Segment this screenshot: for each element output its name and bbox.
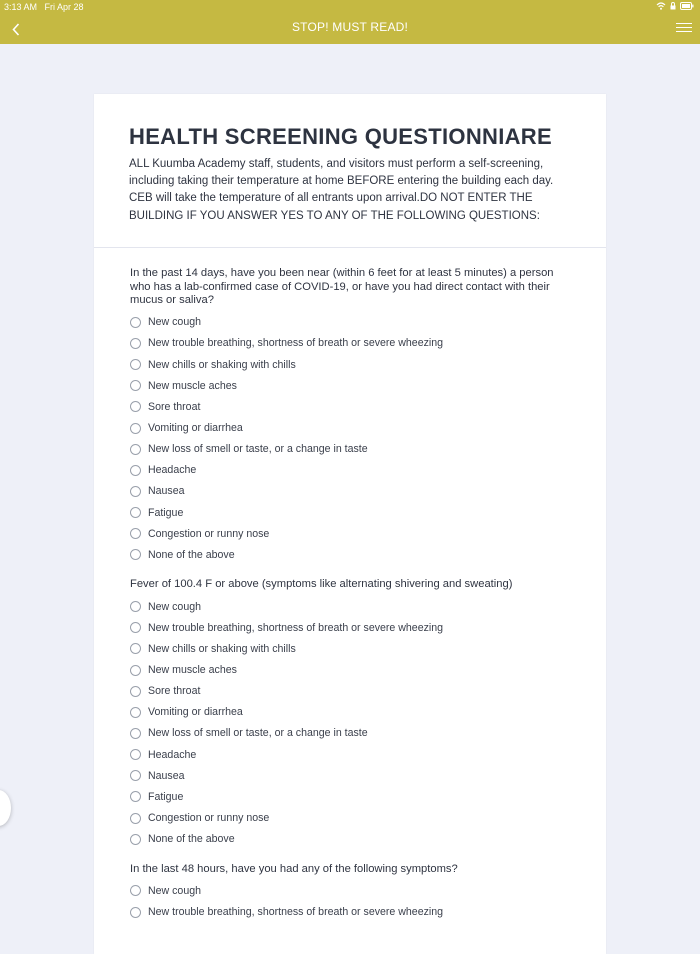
question-text: In the last 48 hours, have you had any of the following symptoms? [130,862,458,875]
radio-button[interactable] [130,907,141,918]
option-label: Headache [148,464,197,477]
question-text: In the past 14 days, have you been near (within 6 feet for at least 5 minutes) a person who has a lab-confirmed case of COVID-19, or have you had direct contact with their mucus or saliva? [130,267,554,307]
status-icons [656,2,694,12]
option-item[interactable] [130,439,570,460]
form-card [94,94,606,954]
radio-button[interactable] [130,423,141,434]
option-item[interactable] [130,523,570,544]
option-label: Nausea [148,769,185,782]
radio-button[interactable] [130,622,141,633]
radio-button[interactable] [130,549,141,560]
question-1 [130,267,570,565]
radio-button[interactable] [130,749,141,760]
option-label: New muscle aches [148,379,237,392]
option-item[interactable] [130,765,570,786]
radio-button[interactable] [130,507,141,518]
option-label: New trouble breathing, shortness of breath or severe wheezing [148,621,444,634]
radio-button[interactable] [130,359,141,370]
radio-button[interactable] [130,401,141,412]
option-list [130,596,570,850]
form-header [94,94,606,248]
option-list [130,880,570,922]
radio-button[interactable] [130,338,141,349]
option-item[interactable] [130,829,570,850]
radio-button[interactable] [130,486,141,497]
radio-button[interactable] [130,791,141,802]
radio-button[interactable] [130,643,141,654]
nav-bar [0,14,700,44]
option-label: New chills or shaking with chills [148,358,296,371]
option-label: Sore throat [148,685,201,698]
option-label: Congestion or runny nose [148,812,270,825]
option-item[interactable] [130,901,570,922]
option-item[interactable] [130,502,570,523]
question-2 [130,578,570,849]
option-item[interactable] [130,681,570,702]
radio-button[interactable] [130,317,141,328]
option-label: New loss of smell or taste, or a change in taste [148,727,368,740]
option-label: Nausea [148,485,185,498]
option-label: New cough [148,600,201,613]
option-item[interactable] [130,617,570,638]
wifi-icon [656,2,666,10]
option-list [130,312,570,566]
option-item[interactable] [130,880,570,901]
radio-button[interactable] [130,444,141,455]
questions-list [94,248,606,923]
option-item[interactable] [130,460,570,481]
battery-icon [680,2,694,10]
option-item[interactable] [130,375,570,396]
radio-button[interactable] [130,813,141,824]
option-item[interactable] [130,807,570,828]
option-item[interactable] [130,396,570,417]
option-item[interactable] [130,638,570,659]
question-text: Fever of 100.4 F or above (symptoms like alternating shivering and sweating) [130,578,513,591]
option-item[interactable] [130,481,570,502]
radio-button[interactable] [130,465,141,476]
radio-button[interactable] [130,528,141,539]
option-item[interactable] [130,312,570,333]
floating-side-button[interactable] [0,790,11,826]
radio-button[interactable] [130,728,141,739]
option-item[interactable] [130,417,570,438]
page-title: HEALTH SCREENING QUESTIONNIARE [129,124,552,149]
radio-button[interactable] [130,686,141,697]
option-label: Congestion or runny nose [148,527,270,540]
menu-button[interactable] [676,20,692,36]
option-label: New trouble breathing, shortness of breath or severe wheezing [148,337,444,350]
option-label: None of the above [148,548,235,561]
status-time [4,2,84,12]
option-item[interactable] [130,744,570,765]
option-label: Fatigue [148,790,184,803]
radio-button[interactable] [130,665,141,676]
radio-button[interactable] [130,601,141,612]
option-item[interactable] [130,544,570,565]
option-label: New chills or shaking with chills [148,642,296,655]
hamburger-menu-icon [676,23,692,32]
option-item[interactable] [130,354,570,375]
radio-button[interactable] [130,707,141,718]
status-bar [0,0,700,14]
option-label: None of the above [148,833,235,846]
option-label: New muscle aches [148,664,237,677]
question-3 [130,863,570,923]
status-time-text: 3:13 AM [4,2,38,12]
option-label: New cough [148,316,201,329]
option-label: Fatigue [148,506,184,519]
option-label: Vomiting or diarrhea [148,706,243,719]
option-label: New trouble breathing, shortness of breath or severe wheezing [148,906,444,919]
status-date-text: Fri Apr 28 [44,2,84,12]
option-label: Vomiting or diarrhea [148,422,243,435]
option-label: New loss of smell or taste, or a change in taste [148,443,368,456]
option-item[interactable] [130,333,570,354]
option-item[interactable] [130,702,570,723]
option-item[interactable] [130,723,570,744]
nav-title: STOP! MUST READ! [291,20,409,34]
option-item[interactable] [130,786,570,807]
radio-button[interactable] [130,770,141,781]
radio-button[interactable] [130,885,141,896]
form-intro: ALL Kuumba Academy staff, students, and visitors must perform a self-screening, including taking their temperature at home BEFORE entering the building each day. CEB will take the temperature of all entrants upon arrival.DO NOT ENTER THE BUILDING IF YOU ANSWER YES TO ANY OF THE FOLLOWING QUESTIONS: [129,158,554,222]
option-item[interactable] [130,596,570,617]
radio-button[interactable] [130,380,141,391]
lock-icon [670,2,676,10]
radio-button[interactable] [130,834,141,845]
option-label: New cough [148,884,201,897]
option-label: Headache [148,748,197,761]
option-item[interactable] [130,659,570,680]
option-label: Sore throat [148,400,201,413]
